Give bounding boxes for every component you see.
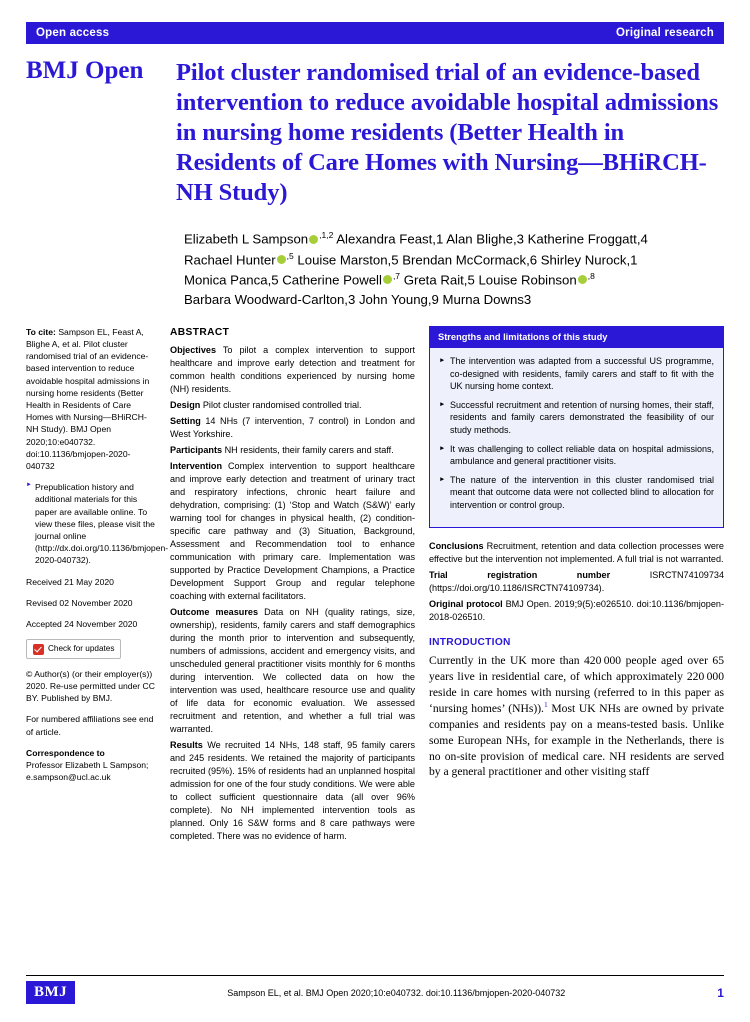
strengths-heading: Strengths and limitations of this study <box>430 327 723 348</box>
abstract-item-lead: Outcome measures <box>170 607 258 618</box>
author-line-1 <box>184 229 724 249</box>
article-type-label: Original research <box>616 27 714 39</box>
page-number: 1 <box>717 985 724 1000</box>
strengths-list <box>430 348 723 512</box>
to-cite-block <box>26 326 156 472</box>
list-item: ► Successful recruitment and retention of nursing homes, their staff, residents and family carers demonstrated the feasibility of our study methods. <box>439 399 714 437</box>
crossmark-icon <box>33 644 44 655</box>
orcid-icon[interactable] <box>277 255 286 264</box>
conclusions-block <box>429 540 724 566</box>
metadata-column <box>26 326 169 847</box>
prepublication-note: ► Prepublication history and additional materials for this paper are available online. To view these files, please visit the journal online (http://dx.doi.org/10.1136/bmjopen-2020-040732). <box>26 481 156 566</box>
correspondence-block <box>26 747 156 784</box>
abstract-item <box>170 739 415 843</box>
author-line-2-rest: Louise Marston,5 Brendan McCormack,6 Shirley Nurock,1 <box>293 251 638 267</box>
article-page <box>0 22 750 1022</box>
author-line-2 <box>184 250 724 270</box>
original-protocol-text: BMJ Open. 2019;9(5):e026510. doi:10.1136/bmjopen-2018-026510. <box>429 598 724 622</box>
bmj-logo: BMJ <box>26 981 75 1004</box>
trial-registration-lead: Trial registration number <box>429 569 611 580</box>
introduction-text-1: Currently in the UK more than 420 000 people aged over 65 years live in residential care, of which approximately 220 000 reside in care homes with nursing (referred to in this paper as ‘nursing homes’ (NHs)). <box>429 654 724 716</box>
introduction-heading: INTRODUCTION <box>429 636 511 648</box>
author-list <box>184 229 724 309</box>
abstract-item-text: Complex intervention to support healthcare and improve early detection and treatment of urinary tract and respiratory infections, chronic heart failure and dehydration, comprising: (1) ‘Stop and Watch (S&W)’ early warning tool for changes in physical health, (2) condition-specific care pathway and (3) Situation, Background, Assessment and Recommendation tool to enhance communication with primary care. Implementation was supported by Practice Development Champions, a Practice Development Support Group and regular telephone coaching with external facilitators. <box>170 461 415 602</box>
conclusions-lead: Conclusions <box>429 540 484 551</box>
list-item: ► The nature of the intervention in this cluster randomised trial meant that outcome data were not collected blind to allocation for intervention or control group. <box>439 474 714 512</box>
orcid-icon[interactable] <box>309 235 318 244</box>
conclusions-text: Recruitment, retention and data collection processes were effective but the intervention not implemented. A full trial is not warranted. <box>429 540 724 564</box>
access-banner <box>26 22 724 44</box>
abstract-item-text: 14 NHs (7 intervention, 7 control) in London and West Yorkshire. <box>170 416 415 440</box>
author-name: Rachael Hunter <box>184 251 276 267</box>
journal-title: BMJ Open <box>26 57 144 84</box>
introduction-text-2: Most UK NHs are owned by private companies and residents pay on a means-tested basis. Unlike some European NHs, for example in the Netherlands, there is no on-site provision of medical care. NH residents are served by a general practitioner and other visiting staff <box>429 702 724 779</box>
author-line-1-rest: Alexandra Feast,1 Alan Blighe,3 Katherine Froggatt,4 <box>333 231 648 247</box>
abstract-column <box>170 326 415 847</box>
abstract-item-text: We recruited 14 NHs, 148 staff, 95 family carers and 245 residents. We retained the majority of participants recruited (95%). 15% of residents had an unplanned hospital admission for one of the four study conditions. We were able to collect sufficient questionnaire data (all over 96% complete). No NH implemented intervention tools as planned. Only 16 S&W forms and 8 care pathways were completed. There was no evidence of harm. <box>170 740 415 842</box>
introduction-body <box>429 653 724 780</box>
author-name: Monica Panca,5 Catherine Powell <box>184 272 382 288</box>
abstract-item-text: Pilot cluster randomised controlled trial. <box>202 400 362 411</box>
affiliations-note: For numbered affiliations see end of article. <box>26 714 154 737</box>
journal-brand <box>26 58 176 207</box>
author-affil-sup: ,7 <box>392 270 401 281</box>
author-line-3-rest: Greta Rait,5 Louise Robinson <box>400 272 577 288</box>
original-protocol-block <box>429 598 724 624</box>
copyright-note: © Author(s) (or their employer(s)) 2020. Re-use permitted under CC BY. Published by BMJ. <box>26 668 155 704</box>
abstract-item-lead: Setting <box>170 416 201 427</box>
abstract-item-lead: Participants <box>170 445 223 456</box>
right-column <box>429 326 724 847</box>
to-cite-text: Sampson EL, Feast A, Blighe A, et al. Pilot cluster randomised trial of an evidence-based intervention to reduce avoidable hospital admissions in nursing home residents (Better Health in Residents of Care Homes with Nursing—BHiRCH-NH Study). BMJ Open 2020;10:e040732. doi:10.1136/bmjopen-2020-040732 <box>26 326 150 471</box>
correspondence-label: Correspondence to <box>26 747 105 758</box>
footer-citation: Sampson EL, et al. BMJ Open 2020;10:e040732. doi:10.1136/bmjopen-2020-040732 <box>227 987 566 998</box>
title-column <box>176 58 724 207</box>
orcid-icon[interactable] <box>383 275 392 284</box>
list-item: ► It was challenging to collect reliable data on hospital admissions, ambulance and general practitioner visits. <box>439 443 714 468</box>
abstract-heading: ABSTRACT <box>170 326 230 338</box>
check-for-updates-label: Check for updates <box>48 644 115 654</box>
author-name: Elizabeth L Sampson <box>184 231 309 247</box>
trial-registration-block <box>429 569 724 595</box>
abstract-item-lead: Intervention <box>170 461 223 472</box>
to-cite-label: To cite: <box>26 326 56 337</box>
abstract-item-lead: Objectives <box>170 345 216 356</box>
author-line-3 <box>184 270 724 290</box>
strengths-box <box>429 326 724 528</box>
open-access-label: Open access <box>36 27 110 39</box>
orcid-icon[interactable] <box>578 275 587 284</box>
check-for-updates-button[interactable] <box>26 639 121 659</box>
list-item: ► The intervention was adapted from a successful US programme, co-designed with residents, family carers and staff to fit with the UK nursing home context. <box>439 355 714 393</box>
abstract-item <box>170 415 415 441</box>
abstract-item-lead: Results <box>170 740 203 751</box>
abstract-item <box>170 606 415 736</box>
body-columns <box>26 326 724 847</box>
abstract-item-text: To pilot a complex intervention to support healthcare and improve early detection and treatment for common health conditions experienced by nursing home (NH) residents. <box>170 345 415 395</box>
masthead <box>26 58 724 207</box>
accepted-date: Accepted 24 November 2020 <box>26 619 138 629</box>
abstract-item <box>170 460 415 603</box>
citation-ref[interactable]: 1 <box>543 700 548 710</box>
author-line-4: Barbara Woodward-Carlton,3 John Young,9 Murna Downs3 <box>184 291 532 307</box>
original-protocol-lead: Original protocol <box>429 598 503 609</box>
trial-registration-text: ISRCTN74109734 (https://doi.org/10.1186/ISRCTN74109734). <box>429 569 724 593</box>
author-affil-sup: ,1,2 <box>319 230 334 241</box>
abstract-item <box>170 344 415 396</box>
abstract-item <box>170 399 415 412</box>
abstract-item <box>170 444 415 457</box>
correspondence-text: Professor Elizabeth L Sampson; e.sampson@ucl.ac.uk <box>26 760 149 783</box>
revised-date: Revised 02 November 2020 <box>26 597 133 608</box>
abstract-item-text: Data on NH (quality ratings, size, ownership), residents, family carers and staff demographics during the month prior to intervention and subsequently, numbers of admissions, accident and emergency visits, and unscheduled general practitioner visits monthly for 6 months during intervention. We collected data on how the intervention was used, healthcare resource use and quality of life data for economic evaluation. We assessed recruitment and retention, and whether a full trial was warranted. <box>170 607 415 735</box>
received-date: Received 21 May 2020 <box>26 576 114 587</box>
abstract-item-text: NH residents, their family carers and staff. <box>224 445 394 456</box>
abstract-item-lead: Design <box>170 400 201 411</box>
author-affil-sup: ,5 <box>286 250 294 261</box>
author-affil-sup: ,8 <box>587 270 595 281</box>
page-title: Pilot cluster randomised trial of an evidence-based intervention to reduce avoidable hospital admissions in nursing home residents (Better Health in Residents of Care Homes with Nursing—BHiRCH-NH Study) <box>176 59 719 206</box>
